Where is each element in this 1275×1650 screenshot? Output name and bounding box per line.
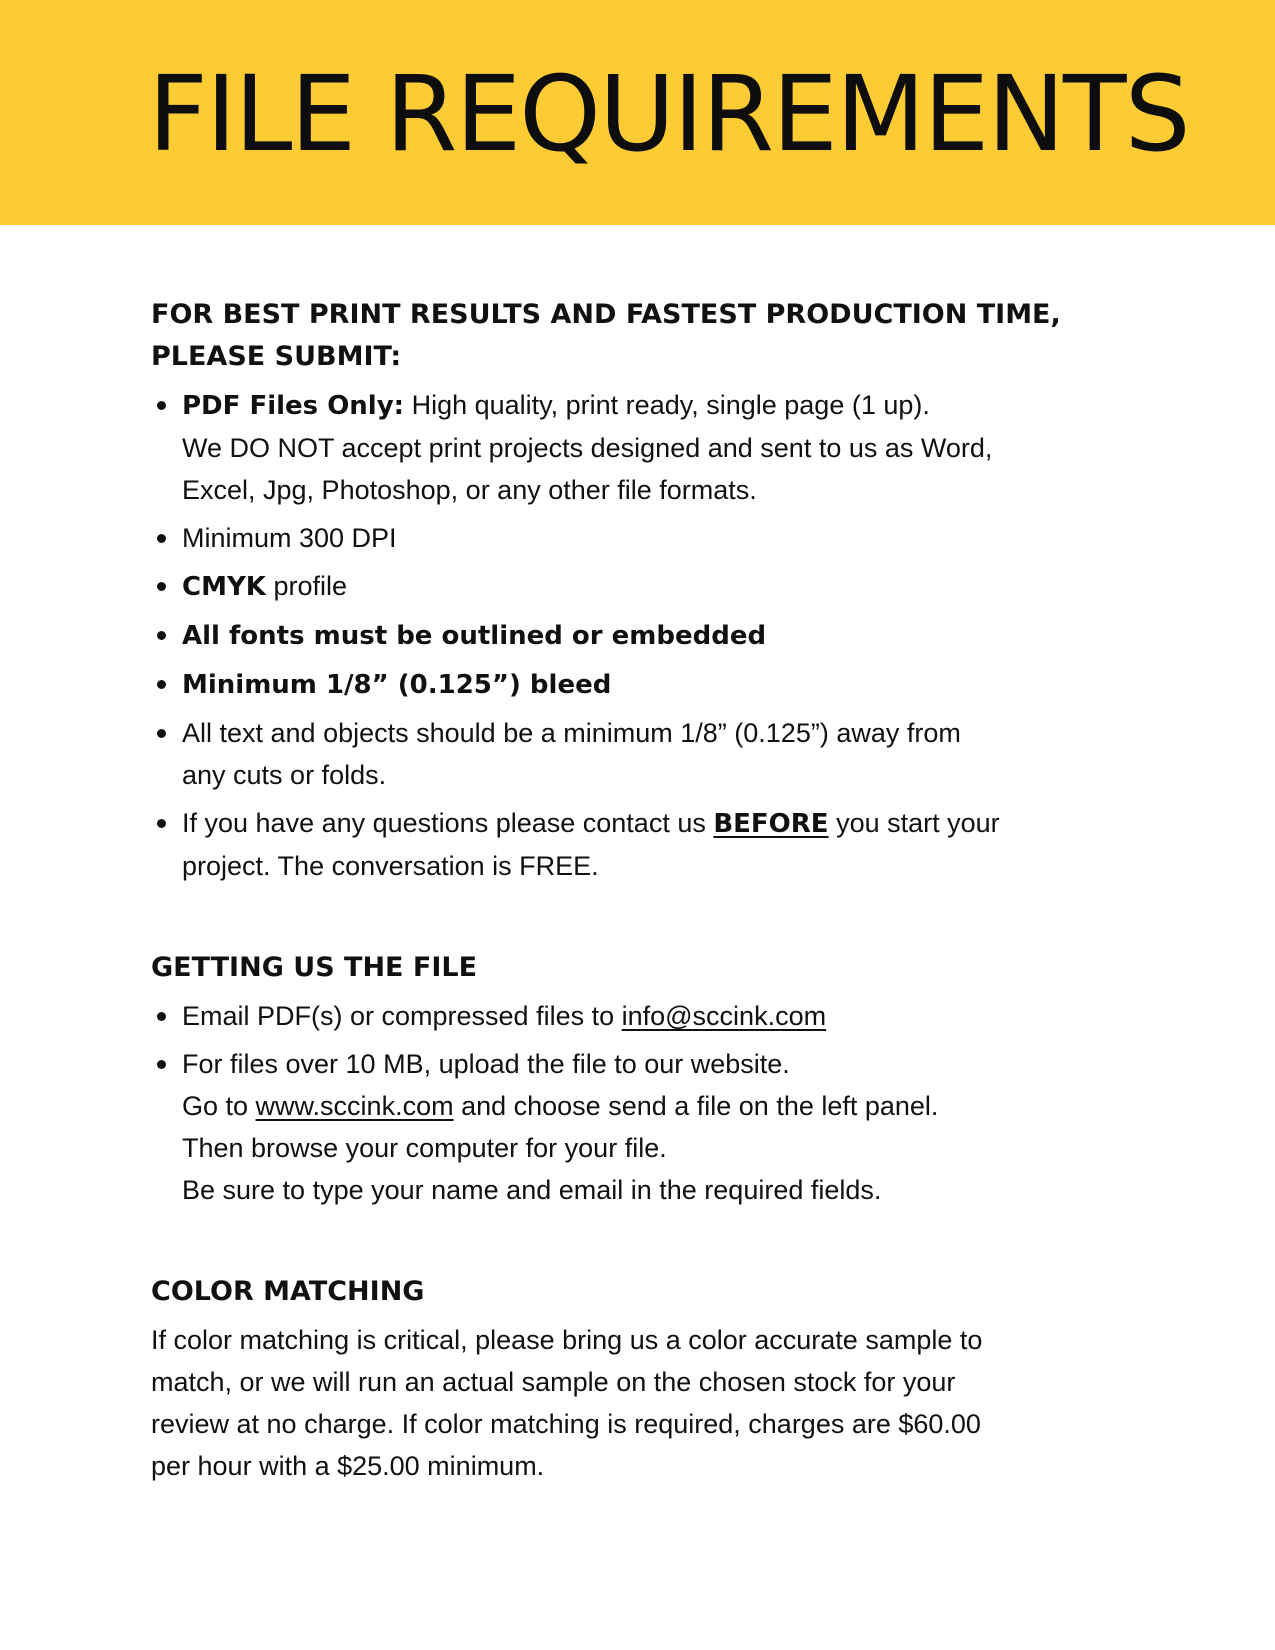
getting-file-section	[151, 947, 1101, 1211]
cmyk-label: CMYK	[182, 572, 266, 602]
list-item-text: Then browse your computer for your file.	[182, 1133, 667, 1163]
list-item-text: any cuts or folds.	[182, 760, 387, 790]
list-item-text	[182, 1085, 1101, 1127]
paragraph-line: review at no charge. If color matching is required, charges are $60.00	[151, 1409, 981, 1439]
email-text: Email PDF(s) or compressed files to	[182, 1001, 622, 1031]
list-item-text: For files over 10 MB, upload the file to our website.	[182, 1049, 790, 1079]
requirements-list	[151, 384, 1101, 887]
list-item-questions	[151, 802, 1101, 887]
pdf-label: PDF Files Only:	[182, 391, 405, 421]
paragraph-line: If color matching is critical, please bring us a color accurate sample to	[151, 1325, 983, 1355]
heading-line: FOR BEST PRINT RESULTS AND FASTEST PRODUCTION TIME,	[151, 299, 1061, 330]
email-link[interactable]: info@sccink.com	[621, 1001, 827, 1031]
list-item-text: project. The conversation is FREE.	[182, 851, 599, 881]
list-item-bleed	[151, 663, 1101, 706]
submit-requirements-heading	[151, 294, 1101, 378]
heading-line: PLEASE SUBMIT:	[151, 341, 402, 372]
color-matching-section	[151, 1271, 1101, 1487]
questions-text: you start your	[828, 808, 1000, 838]
upload-text: Go to	[182, 1091, 256, 1121]
file-delivery-list	[151, 995, 1101, 1211]
list-item-upload	[151, 1043, 1101, 1211]
list-item-cmyk	[151, 565, 1101, 608]
list-item-safe-zone	[151, 712, 1101, 796]
before-emphasis: BEFORE	[713, 809, 829, 839]
page-title: FILE REQUIREMENTS	[148, 53, 1189, 175]
website-link[interactable]: www.sccink.com	[255, 1091, 454, 1121]
list-item-text: Be sure to type your name and email in the required fields.	[182, 1175, 882, 1205]
list-item-text	[182, 802, 1101, 845]
paragraph-line: per hour with a $25.00 minimum.	[151, 1451, 545, 1481]
pdf-text: High quality, print ready, single page (1 up).	[404, 390, 930, 420]
color-matching-heading: COLOR MATCHING	[151, 1276, 425, 1307]
upload-text: and choose send a file on the left panel.	[453, 1091, 939, 1121]
list-item-pdf	[151, 384, 1101, 511]
list-item-text: All text and objects should be a minimum 1/8” (0.125”) away from	[182, 718, 961, 748]
color-matching-paragraph	[151, 1319, 1101, 1487]
list-item-text: We DO NOT accept print projects designed and sent to us as Word,	[182, 433, 993, 463]
list-item-fonts	[151, 614, 1101, 657]
list-item-text: Excel, Jpg, Photoshop, or any other file formats.	[182, 475, 757, 505]
list-item-dpi	[151, 517, 1101, 559]
paragraph-line: match, or we will run an actual sample on the chosen stock for your	[151, 1367, 956, 1397]
list-item-text: All fonts must be outlined or embedded	[182, 621, 767, 651]
list-item-text: Minimum 300 DPI	[182, 523, 397, 553]
list-item-text	[182, 384, 1101, 427]
list-item-text: Minimum 1/8” (0.125”) bleed	[182, 670, 612, 700]
questions-text: If you have any questions please contact us	[182, 808, 714, 838]
list-item-email	[151, 995, 1101, 1037]
getting-file-heading: GETTING US THE FILE	[151, 952, 478, 983]
submit-requirements-section	[151, 294, 1101, 887]
cmyk-text: profile	[265, 571, 347, 601]
main-content	[151, 294, 1101, 1487]
header-banner	[0, 0, 1275, 225]
